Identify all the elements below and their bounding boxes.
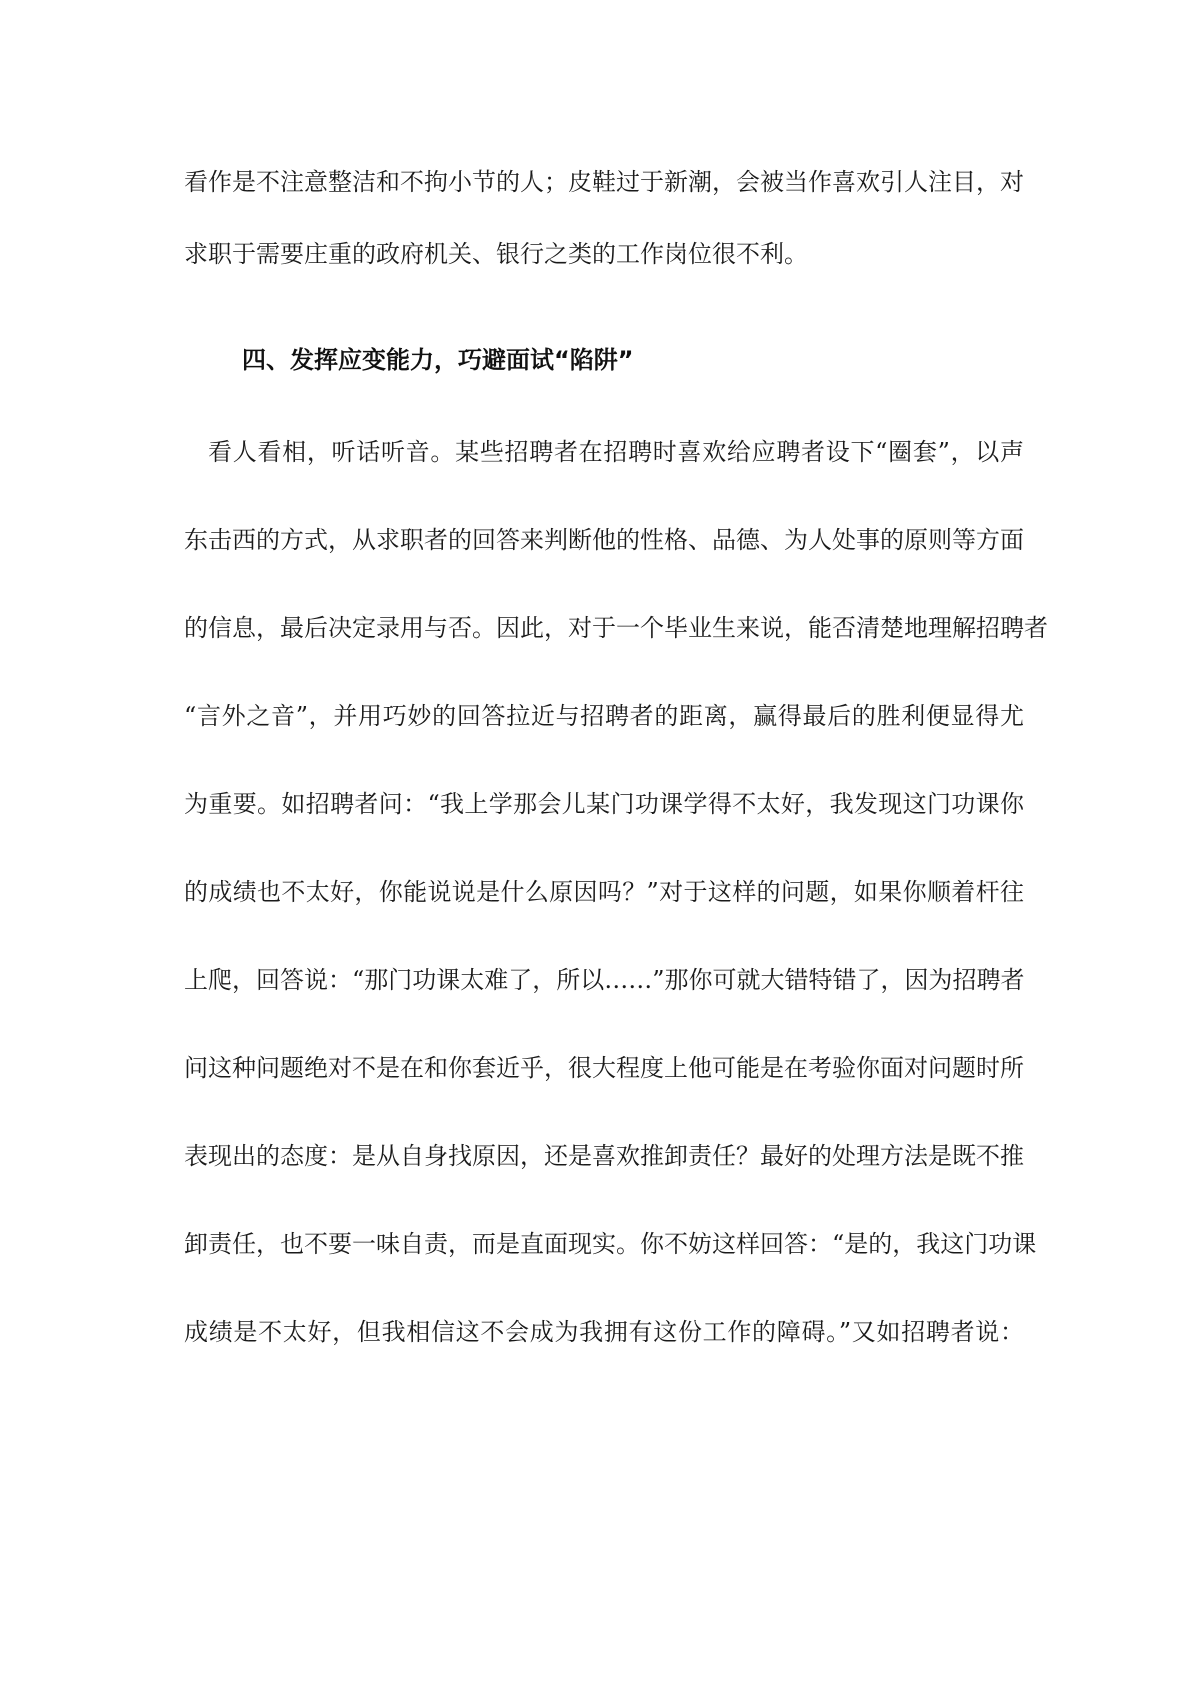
body-text-line: 为重要。如招聘者问：“我上学那会儿某门功课学得不太好，我发现这门功课你: [184, 790, 1024, 818]
body-text-line: 表现出的态度：是从自身找原因，还是喜欢推卸责任？最好的处理方法是既不推: [184, 1142, 1024, 1170]
paragraph-first-line: 看人看相，听话听音。某些招聘者在招聘时喜欢给应聘者设下“圈套”，以声: [208, 438, 1024, 466]
body-text-line: 上爬，回答说：“那门功课太难了，所以……”那你可就大错特错了，因为招聘者: [184, 966, 1025, 994]
section-heading: 四、发挥应变能力，巧避面试“陷阱”: [242, 346, 634, 374]
body-text-line: 问这种问题绝对不是在和你套近乎，很大程度上他可能是在考验你面对问题时所: [184, 1054, 1024, 1082]
body-text-line: 看作是不注意整洁和不拘小节的人；皮鞋过于新潮，会被当作喜欢引人注目，对: [184, 168, 1024, 196]
body-text-line: 的信息，最后决定录用与否。因此，对于一个毕业生来说，能否清楚地理解招聘者: [184, 614, 1048, 642]
body-text-line: 东击西的方式，从求职者的回答来判断他的性格、品德、为人处事的原则等方面: [184, 526, 1024, 554]
body-text-line: 求职于需要庄重的政府机关、银行之类的工作岗位很不利。: [184, 240, 808, 268]
body-text-line: “言外之音”，并用巧妙的回答拉近与招聘者的距离，赢得最后的胜利便显得尤: [184, 702, 1024, 730]
body-text-line: 成绩是不太好，但我相信这不会成为我拥有这份工作的障碍。”又如招聘者说：: [184, 1318, 1024, 1346]
body-text-line: 卸责任，也不要一味自责，而是直面现实。你不妨这样回答：“是的，我这门功课: [184, 1230, 1037, 1258]
body-text-line: 的成绩也不太好，你能说说是什么原因吗？”对于这样的问题，如果你顺着杆往: [184, 878, 1024, 906]
